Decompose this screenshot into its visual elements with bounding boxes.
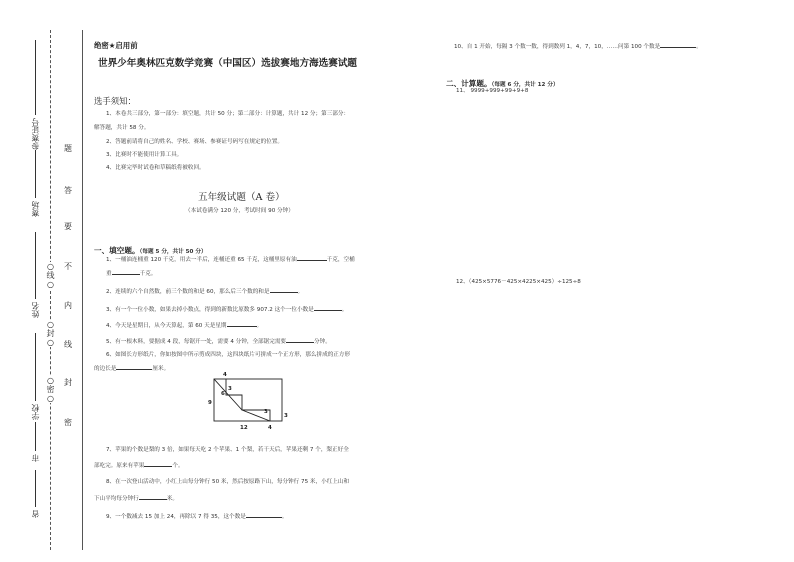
question-12: 12、（425×5776－425×4225×425）÷125÷8 bbox=[456, 279, 581, 285]
figure-label-top: 4 bbox=[223, 372, 227, 378]
field-name-line bbox=[35, 232, 36, 299]
seal-note-8: 密 bbox=[64, 418, 72, 427]
question-3: 3、有一个一位小数，如果去掉小数点，得到的新数比原数多 907.2 这个一位小数是 。 bbox=[106, 304, 347, 314]
question-9: 9、一个数减去 15 加上 24，再除以 7 得 35，这个数是 。 bbox=[106, 511, 287, 521]
seal-mark-seal: ○ 封 ○ bbox=[46, 320, 55, 347]
field-exam-number-line bbox=[35, 40, 36, 115]
question-6-cont: 的边长是 厘米。 bbox=[94, 363, 169, 373]
question-10: 10、自 1 开始，每隔 3 个数一数，得到数列 1，4，7，10，……问第 100 个数是 。 bbox=[454, 41, 702, 51]
question-4: 4、今天是星期日，从今天算起，第 60 天是星期 。 bbox=[106, 320, 262, 330]
question-6: 6、如图长方形纸片，你如按图中所示剪成四块，这四块纸片可拼成一个正方形，那么拼成的正方形 bbox=[106, 352, 351, 358]
answer-blank-q4[interactable] bbox=[227, 320, 257, 327]
notice-item-3: 3、比赛时不能使用计算工具。 bbox=[106, 152, 183, 158]
notice-item-4: 4、比赛完毕时试卷和草稿纸将被收回。 bbox=[106, 165, 205, 171]
seal-note-4: 不 bbox=[64, 262, 72, 271]
figure-label-step-bottom: 4 bbox=[268, 425, 272, 431]
figure-label-right: 3 bbox=[284, 413, 288, 419]
answer-blank-q2[interactable] bbox=[270, 286, 298, 293]
seal-line bbox=[50, 30, 51, 550]
answer-blank-q7[interactable] bbox=[144, 460, 172, 467]
figure-diagonal-1 bbox=[214, 379, 242, 410]
answer-blank-q6[interactable] bbox=[116, 363, 152, 370]
figure-label-bottom: 12 bbox=[240, 425, 248, 431]
paper-title: 五年级试题（A 卷） bbox=[198, 192, 285, 203]
field-name-label: 姓名 bbox=[31, 302, 40, 318]
question-1-cont: 重 千克。 bbox=[106, 268, 156, 278]
field-province-line bbox=[35, 470, 36, 507]
answer-blank-q8[interactable] bbox=[139, 493, 167, 500]
section2-heading: 二、计算题。（每题 6 分，共计 12 分） bbox=[446, 79, 559, 88]
seal-mark-secret: ○ 密 ○ bbox=[46, 376, 55, 403]
figure-label-step-1: 3 bbox=[228, 386, 232, 392]
question-6-figure bbox=[206, 368, 288, 434]
seal-note-5: 内 bbox=[64, 301, 72, 310]
question-8: 8、在一次登山活动中，小红上山每分钟行 50 米，然后按原路下山，每分钟行 75 米，小红上山和 bbox=[106, 479, 350, 485]
answer-blank-q5[interactable] bbox=[286, 336, 314, 343]
answer-blank-q3[interactable] bbox=[314, 304, 342, 311]
answer-blank-q1a[interactable] bbox=[297, 254, 327, 261]
question-5: 5、有一根木料，要据成 4 段，每锯开一处，需要 4 分钟，全部锯完需要 分钟。 bbox=[106, 336, 331, 346]
answer-blank-q1b[interactable] bbox=[112, 268, 140, 275]
field-venue-line bbox=[35, 150, 36, 198]
question-11: 11、 9999+999+99+9+8 bbox=[456, 88, 529, 94]
figure-label-mid: 6 bbox=[221, 391, 225, 397]
seal-note-6: 线 bbox=[64, 340, 72, 349]
field-school-line bbox=[35, 333, 36, 401]
field-city-label: 市 bbox=[31, 454, 40, 462]
notice-item-2: 2、答题前请将自己的姓名、学校、赛场、参赛证号码写在规定的位置。 bbox=[106, 139, 283, 145]
figure-label-left: 9 bbox=[208, 400, 212, 406]
field-province-label: 省 bbox=[31, 510, 40, 518]
exam-title: 世界少年奥林匹克数学竞赛（中国区）选拔赛地方海选赛试题 bbox=[98, 58, 358, 69]
figure-rectangle bbox=[214, 379, 282, 421]
seal-note-3: 要 bbox=[64, 222, 72, 231]
field-school-label: 学校 bbox=[31, 404, 40, 420]
question-1: 1、一桶油连桶重 120 千克，用去一半后，连桶还重 65 千克，这桶里原有油 千克，空桶 bbox=[106, 254, 355, 264]
question-7: 7、苹果的个数是梨的 3 倍，如果每天吃 2 个苹果、1 个梨，若干天后，苹果还剩 7 个，梨正好全 bbox=[106, 447, 349, 453]
secret-mark: 绝密★启用前 bbox=[94, 41, 138, 50]
question-7-cont: 部吃完。原来有苹果 个。 bbox=[94, 460, 184, 470]
notice-item-1-cont: 解答题，共计 58 分。 bbox=[94, 125, 150, 131]
field-city-line bbox=[35, 422, 36, 451]
margin-border-line bbox=[82, 30, 83, 550]
seal-mark-line: ○ 线 ○ bbox=[46, 262, 55, 289]
field-exam-number-label: 参赛证号 bbox=[31, 118, 40, 150]
notice-item-1: 1、本卷共三部分，第一部分：填空题，共计 50 分；第二部分：计算题，共计 12 分；第三部分： bbox=[106, 111, 350, 117]
seal-note-2: 答 bbox=[64, 186, 72, 195]
seal-note-1: 题 bbox=[64, 144, 72, 153]
seal-note-7: 封 bbox=[64, 378, 72, 387]
figure-label-step-2: 3 bbox=[264, 409, 268, 415]
paper-subtitle: （本试卷满分 120 分，考试时间 90 分钟） bbox=[185, 208, 294, 214]
section1-heading: 一、填空题。（每题 5 分，共计 50 分） bbox=[94, 246, 207, 255]
answer-blank-q10[interactable] bbox=[660, 41, 696, 48]
notice-heading: 选手须知： bbox=[94, 96, 136, 106]
question-8-cont: 下山平均每分钟行 米。 bbox=[94, 493, 178, 503]
answer-blank-q9[interactable] bbox=[246, 511, 282, 518]
field-venue-label: 赛场 bbox=[31, 201, 40, 217]
question-2: 2、连续的六个自然数，前三个数的和是 60，那么后三个数的和是 。 bbox=[106, 286, 303, 296]
